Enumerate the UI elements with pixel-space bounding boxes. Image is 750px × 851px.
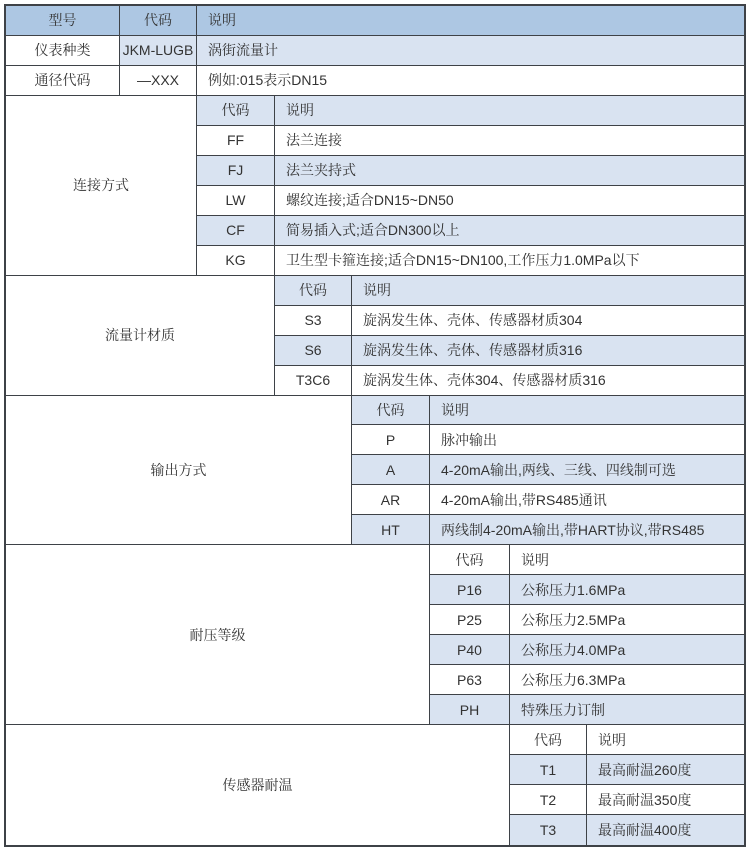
desc-cell: 例如:015表示DN15	[197, 66, 744, 96]
desc-cell: 两线制4-20mA输出,带HART协议,带RS485	[430, 515, 744, 545]
code-cell: P63	[430, 665, 510, 695]
desc-cell: 公称压力4.0MPa	[510, 635, 744, 665]
row-label: 仪表种类	[6, 36, 120, 66]
code-cell: FJ	[197, 156, 275, 186]
section-label-output: 输出方式	[6, 396, 352, 546]
section-label-pressure: 耐压等级	[6, 545, 430, 725]
sub-header-code: 代码	[430, 545, 510, 575]
desc-cell: 特殊压力订制	[510, 695, 744, 725]
desc-cell: 简易插入式;适合DN300以上	[275, 216, 744, 246]
desc-cell: 旋涡发生体、壳体304、传感器材质316	[352, 366, 744, 396]
code-cell: PH	[430, 695, 510, 725]
code-cell: P	[352, 425, 430, 455]
code-cell: AR	[352, 485, 430, 515]
column-header-code: 代码	[120, 6, 197, 36]
column-header-model: 型号	[6, 6, 120, 36]
desc-cell: 旋涡发生体、壳体、传感器材质304	[352, 306, 744, 336]
desc-cell: 法兰连接	[275, 126, 744, 156]
code-cell: HT	[352, 515, 430, 545]
code-cell: CF	[197, 216, 275, 246]
section-label-connection: 连接方式	[6, 96, 197, 276]
model-spec-table	[4, 4, 746, 847]
sub-header-code: 代码	[275, 276, 352, 306]
code-cell: S3	[275, 306, 352, 336]
column-header-desc: 说明	[197, 6, 744, 36]
sub-header-code: 代码	[510, 725, 587, 755]
code-cell: P25	[430, 605, 510, 635]
code-cell: JKM-LUGB	[120, 36, 197, 66]
sub-header-desc: 说明	[352, 276, 744, 306]
desc-cell: 4-20mA输出,两线、三线、四线制可选	[430, 455, 744, 485]
desc-cell: 旋涡发生体、壳体、传感器材质316	[352, 336, 744, 366]
sub-header-desc: 说明	[510, 545, 744, 575]
section-label-material: 流量计材质	[6, 276, 275, 396]
code-cell: T3C6	[275, 366, 352, 396]
desc-cell: 脉冲输出	[430, 425, 744, 455]
desc-cell: 最高耐温400度	[587, 815, 744, 845]
desc-cell: 法兰夹持式	[275, 156, 744, 186]
sub-header-code: 代码	[197, 96, 275, 126]
desc-cell: 最高耐温350度	[587, 785, 744, 815]
desc-cell: 4-20mA输出,带RS485通讯	[430, 485, 744, 515]
code-cell: S6	[275, 336, 352, 366]
code-cell: A	[352, 455, 430, 485]
code-cell: P40	[430, 635, 510, 665]
code-cell: FF	[197, 126, 275, 156]
sub-header-desc: 说明	[430, 396, 744, 426]
code-cell: KG	[197, 246, 275, 276]
desc-cell: 最高耐温260度	[587, 755, 744, 785]
code-cell: T2	[510, 785, 587, 815]
code-cell: T1	[510, 755, 587, 785]
sub-header-desc: 说明	[275, 96, 744, 126]
desc-cell: 公称压力1.6MPa	[510, 575, 744, 605]
code-cell: T3	[510, 815, 587, 845]
desc-cell: 螺纹连接;适合DN15~DN50	[275, 186, 744, 216]
section-label-temperature: 传感器耐温	[6, 725, 510, 845]
code-cell: P16	[430, 575, 510, 605]
desc-cell: 涡街流量计	[197, 36, 744, 66]
row-label: 通径代码	[6, 66, 120, 96]
desc-cell: 公称压力2.5MPa	[510, 605, 744, 635]
sub-header-desc: 说明	[587, 725, 744, 755]
code-cell: LW	[197, 186, 275, 216]
sub-header-code: 代码	[352, 396, 430, 426]
desc-cell: 卫生型卡箍连接;适合DN15~DN100,工作压力1.0MPa以下	[275, 246, 744, 276]
code-cell: —XXX	[120, 66, 197, 96]
desc-cell: 公称压力6.3MPa	[510, 665, 744, 695]
